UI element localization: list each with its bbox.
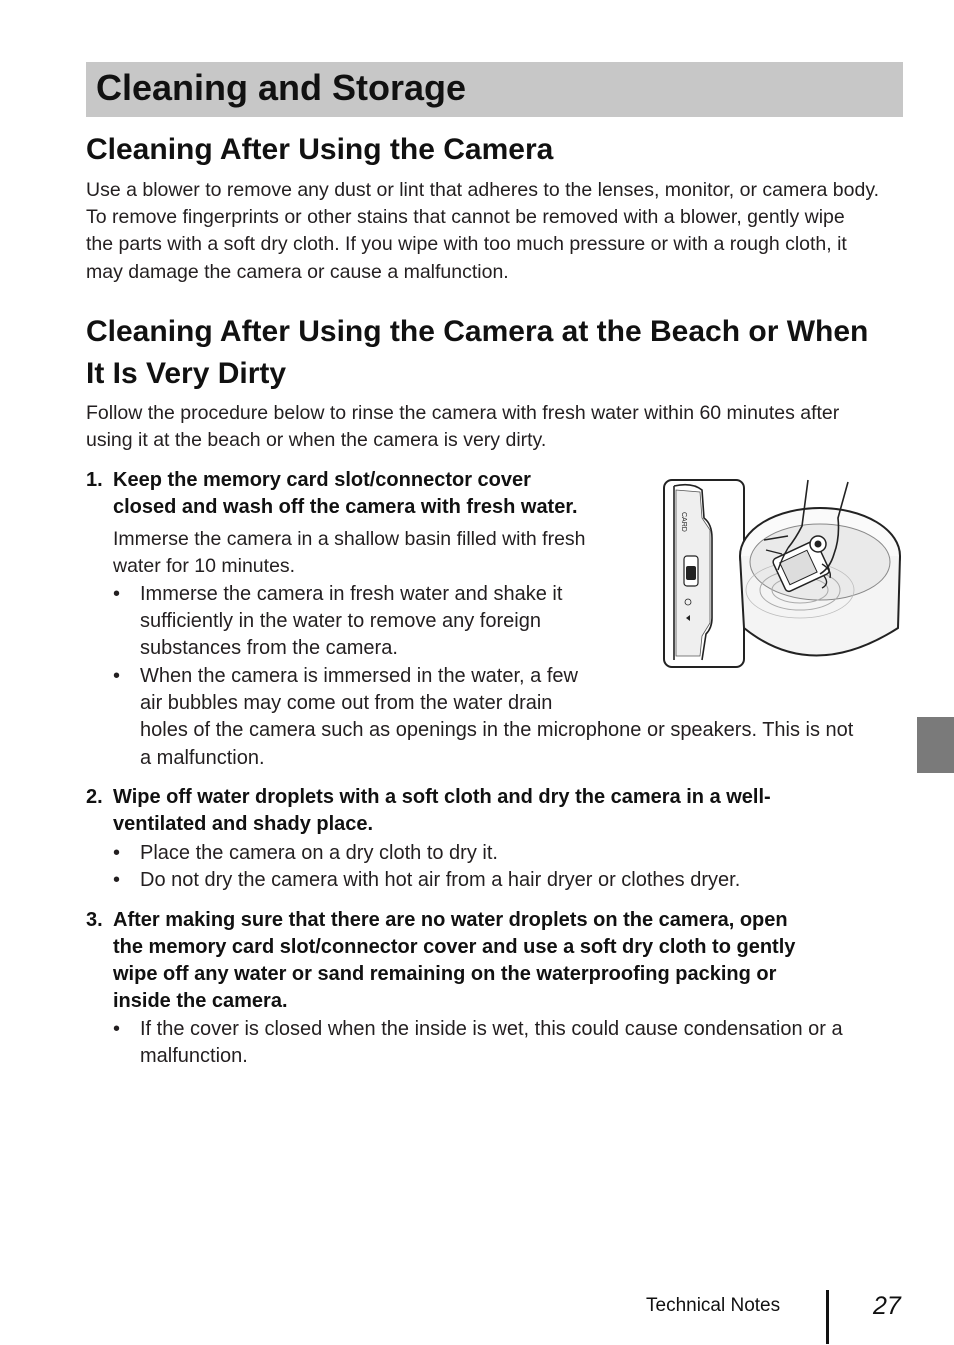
- footer-section-label: Technical Notes: [646, 1295, 781, 1316]
- bullet-line: holes of the camera such as openings in the microphone or speakers. This is not: [140, 719, 854, 742]
- step-number: 3.: [86, 909, 103, 931]
- bullet-line: sufficiently in the water to remove any foreign: [140, 610, 541, 633]
- description-line: Immerse the camera in a shallow basin filled with fresh: [113, 528, 586, 550]
- chapter-title-bar: [86, 62, 903, 117]
- section2-intro: [86, 400, 839, 454]
- step-title-line: closed and wash off the camera with fresh water.: [113, 496, 578, 518]
- step-title-line: Wipe off water droplets with a soft cloth and dry the camera in a well-: [113, 786, 771, 808]
- heading-line: Cleaning After Using the Camera at the Beach or When: [86, 315, 869, 348]
- step-2-title: [86, 784, 771, 838]
- heading-line: It Is Very Dirty: [86, 357, 287, 390]
- intro-line: Follow the procedure below to rinse the camera with fresh water within 60 minutes after: [86, 402, 840, 424]
- bullet-item: [113, 867, 740, 894]
- bullet-line: substances from the camera.: [140, 637, 398, 660]
- chapter-title: Cleaning and Storage: [96, 67, 467, 108]
- card-label: CARD: [680, 512, 687, 532]
- step-1-description: [113, 526, 586, 580]
- step-number: 2.: [86, 786, 103, 808]
- bullet-line: When the camera is immersed in the water, a few: [140, 665, 578, 687]
- description-line: water for 10 minutes.: [113, 555, 296, 578]
- step-title-line: After making sure that there are no water droplets on the camera, open: [113, 909, 788, 931]
- bullet-item: [113, 581, 562, 663]
- step-title-line: wipe off any water or sand remaining on the waterproofing packing or: [113, 963, 777, 985]
- section1-line: Use a blower to remove any dust or lint that adheres to the lenses, monitor, or camera body.: [86, 179, 880, 201]
- section-heading-beach: [86, 311, 868, 395]
- step-3-title: [86, 907, 795, 1015]
- camera-in-basin-illustration: [662, 478, 902, 672]
- intro-line: using it at the beach or when the camera is very dirty.: [86, 429, 547, 452]
- step-1-title: [86, 467, 578, 521]
- page-number: 27: [873, 1292, 901, 1320]
- step-title-line: ventilated and shady place.: [113, 813, 374, 835]
- bullet-line: Place the camera on a dry cloth to dry it.: [140, 842, 498, 864]
- bullet-line: a malfunction.: [140, 746, 265, 769]
- step-title-line: the memory card slot/connector cover and use a soft dry cloth to gently: [113, 936, 796, 958]
- bullet-line: air bubbles may come out from the water drain: [140, 692, 553, 715]
- section-heading-cleaning: Cleaning After Using the Camera: [86, 133, 554, 166]
- bullet-line: Do not dry the camera with hot air from a hair dryer or clothes dryer.: [140, 869, 741, 891]
- bullet-line: Immerse the camera in fresh water and shake it: [140, 583, 563, 605]
- bullet-glyph: •: [113, 1018, 121, 1040]
- bullet-line: If the cover is closed when the inside is wet, this could cause condensation or a: [140, 1018, 843, 1040]
- section1-line: To remove fingerprints or other stains that cannot be removed with a blower, gently wipe: [86, 206, 845, 229]
- bullet-glyph: •: [113, 583, 121, 605]
- step-title-line: inside the camera.: [113, 990, 288, 1012]
- bullet-glyph: •: [113, 869, 121, 891]
- bullet-item: [113, 663, 853, 772]
- section1-line: the parts with a soft dry cloth. If you wipe with too much pressure or with a rough cloth, it: [86, 233, 847, 256]
- chapter-side-tab: [917, 717, 954, 773]
- bullet-glyph: •: [113, 665, 121, 687]
- footer-divider: [826, 1290, 829, 1344]
- section1-line: may damage the camera or cause a malfunction.: [86, 260, 509, 283]
- step-number: 1.: [86, 469, 103, 491]
- step-title-line: Keep the memory card slot/connector cover: [113, 469, 531, 491]
- bullet-glyph: •: [113, 842, 121, 864]
- section1-paragraph: [86, 177, 879, 286]
- bullet-line: malfunction.: [140, 1045, 248, 1068]
- bullet-item: [113, 1016, 843, 1070]
- bullet-item: [113, 840, 498, 867]
